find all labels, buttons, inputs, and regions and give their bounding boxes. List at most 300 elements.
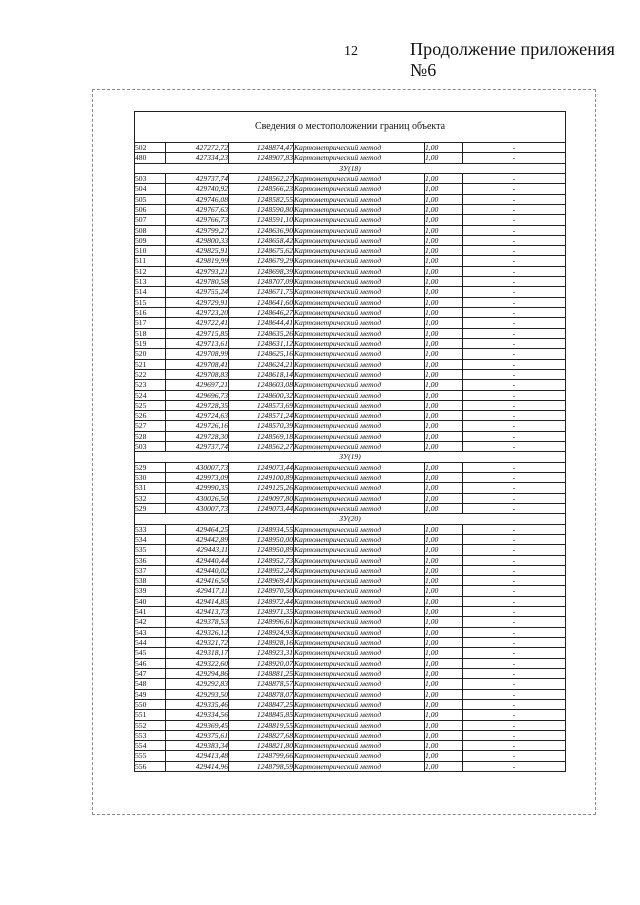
method-cell: Картометрический метод: [294, 308, 425, 318]
table-row: [135, 679, 566, 689]
method-cell: Картометрический метод: [294, 235, 425, 245]
accuracy-cell: 1,00: [425, 359, 463, 369]
y-coordinate-cell: 1248924,93: [229, 627, 294, 637]
note-cell: -: [463, 338, 566, 348]
accuracy-cell: 1,00: [425, 617, 463, 627]
point-number-cell: 536: [135, 555, 166, 565]
table-caption: Сведения о местоположении границ объекта: [135, 112, 566, 143]
method-cell: Картометрический метод: [294, 184, 425, 194]
coordinates-table: [134, 111, 566, 772]
method-cell: Картометрический метод: [294, 668, 425, 678]
accuracy-cell: 1,00: [425, 143, 463, 153]
table-row: [135, 246, 566, 256]
table-row: [135, 235, 566, 245]
note-cell: -: [463, 586, 566, 596]
x-coordinate-cell: 429819,99: [166, 256, 229, 266]
point-number-cell: 539: [135, 586, 166, 596]
y-coordinate-cell: 1248562,27: [229, 173, 294, 183]
point-number-cell: 523: [135, 380, 166, 390]
table-row: [135, 761, 566, 771]
accuracy-cell: 1,00: [425, 380, 463, 390]
accuracy-cell: 1,00: [425, 607, 463, 617]
point-number-cell: 540: [135, 596, 166, 606]
table-row: [135, 256, 566, 266]
point-number-cell: 511: [135, 256, 166, 266]
x-coordinate-cell: 429417,11: [166, 586, 229, 596]
table-row: [135, 225, 566, 235]
x-coordinate-cell: 429729,91: [166, 297, 229, 307]
note-cell: -: [463, 400, 566, 410]
point-number-cell: 503: [135, 173, 166, 183]
table-row: [135, 638, 566, 648]
x-coordinate-cell: 429326,12: [166, 627, 229, 637]
point-number-cell: 538: [135, 576, 166, 586]
x-coordinate-cell: 427272,72: [166, 143, 229, 153]
y-coordinate-cell: 1248952,73: [229, 555, 294, 565]
table-row: [135, 411, 566, 421]
note-cell: -: [463, 431, 566, 441]
x-coordinate-cell: 429780,58: [166, 277, 229, 287]
note-cell: -: [463, 730, 566, 740]
accuracy-cell: 1,00: [425, 462, 463, 472]
point-number-cell: 535: [135, 545, 166, 555]
x-coordinate-cell: 429294,86: [166, 668, 229, 678]
method-cell: Картометрический метод: [294, 617, 425, 627]
note-cell: -: [463, 349, 566, 359]
accuracy-cell: 1,00: [425, 411, 463, 421]
x-coordinate-cell: 429728,30: [166, 431, 229, 441]
point-number-cell: 521: [135, 359, 166, 369]
table-row: [135, 442, 566, 452]
accuracy-cell: 1,00: [425, 741, 463, 751]
point-number-cell: 556: [135, 761, 166, 771]
point-number-cell: 530: [135, 473, 166, 483]
method-cell: Картометрический метод: [294, 266, 425, 276]
note-cell: -: [463, 638, 566, 648]
y-coordinate-cell: 1248646,27: [229, 308, 294, 318]
y-coordinate-cell: 1248821,80: [229, 741, 294, 751]
y-coordinate-cell: 1248874,47: [229, 143, 294, 153]
point-number-cell: 555: [135, 751, 166, 761]
method-cell: Картометрический метод: [294, 338, 425, 348]
accuracy-cell: 1,00: [425, 349, 463, 359]
note-cell: -: [463, 720, 566, 730]
table-caption-row: [135, 112, 566, 143]
point-number-cell: 517: [135, 318, 166, 328]
table-row: [135, 720, 566, 730]
x-coordinate-cell: 429335,46: [166, 699, 229, 709]
note-cell: -: [463, 761, 566, 771]
x-coordinate-cell: 429413,48: [166, 751, 229, 761]
method-cell: Картометрический метод: [294, 349, 425, 359]
accuracy-cell: 1,00: [425, 534, 463, 544]
point-number-cell: 510: [135, 246, 166, 256]
accuracy-cell: 1,00: [425, 503, 463, 513]
y-coordinate-cell: 1248569,18: [229, 431, 294, 441]
x-coordinate-cell: 429740,92: [166, 184, 229, 194]
note-cell: -: [463, 308, 566, 318]
x-coordinate-cell: 429378,53: [166, 617, 229, 627]
note-cell: -: [463, 369, 566, 379]
y-coordinate-cell: 1248934,55: [229, 524, 294, 534]
method-cell: Картометрический метод: [294, 421, 425, 431]
table-body: [135, 143, 566, 772]
x-coordinate-cell: 427334,23: [166, 153, 229, 163]
note-cell: -: [463, 483, 566, 493]
x-coordinate-cell: 429318,17: [166, 648, 229, 658]
method-cell: Картометрический метод: [294, 699, 425, 709]
x-coordinate-cell: 429414,85: [166, 596, 229, 606]
section-label: ЗУ(19): [135, 452, 566, 462]
note-cell: -: [463, 627, 566, 637]
x-coordinate-cell: 429414,96: [166, 761, 229, 771]
y-coordinate-cell: 1248952,24: [229, 565, 294, 575]
note-cell: -: [463, 143, 566, 153]
accuracy-cell: 1,00: [425, 668, 463, 678]
x-coordinate-cell: 429293,50: [166, 689, 229, 699]
method-cell: Картометрический метод: [294, 246, 425, 256]
accuracy-cell: 1,00: [425, 369, 463, 379]
method-cell: Картометрический метод: [294, 720, 425, 730]
method-cell: Картометрический метод: [294, 679, 425, 689]
y-coordinate-cell: 1248590,80: [229, 204, 294, 214]
point-number-cell: 534: [135, 534, 166, 544]
note-cell: -: [463, 503, 566, 513]
table-row: [135, 338, 566, 348]
table-row: [135, 534, 566, 544]
accuracy-cell: 1,00: [425, 524, 463, 534]
table-row: [135, 287, 566, 297]
table-row: [135, 617, 566, 627]
x-coordinate-cell: 429375,61: [166, 730, 229, 740]
point-number-cell: 552: [135, 720, 166, 730]
method-cell: Картометрический метод: [294, 359, 425, 369]
accuracy-cell: 1,00: [425, 442, 463, 452]
y-coordinate-cell: 1248928,16: [229, 638, 294, 648]
coordinates-table-wrapper: [134, 111, 565, 772]
point-number-cell: 529: [135, 503, 166, 513]
accuracy-cell: 1,00: [425, 297, 463, 307]
y-coordinate-cell: 1248631,12: [229, 338, 294, 348]
accuracy-cell: 1,00: [425, 328, 463, 338]
method-cell: Картометрический метод: [294, 277, 425, 287]
note-cell: -: [463, 235, 566, 245]
x-coordinate-cell: 429292,83: [166, 679, 229, 689]
table-row: [135, 462, 566, 472]
table-row: [135, 483, 566, 493]
x-coordinate-cell: 429990,35: [166, 483, 229, 493]
table-row: [135, 297, 566, 307]
appendix-title: Продолжение приложения №6: [410, 39, 616, 80]
y-coordinate-cell: 1248641,60: [229, 297, 294, 307]
x-coordinate-cell: 429722,41: [166, 318, 229, 328]
point-number-cell: 533: [135, 524, 166, 534]
y-coordinate-cell: 1248591,10: [229, 215, 294, 225]
x-coordinate-cell: 429708,99: [166, 349, 229, 359]
point-number-cell: 531: [135, 483, 166, 493]
x-coordinate-cell: 429728,35: [166, 400, 229, 410]
x-coordinate-cell: 430007,73: [166, 462, 229, 472]
y-coordinate-cell: 1248827,68: [229, 730, 294, 740]
x-coordinate-cell: 429383,34: [166, 741, 229, 751]
method-cell: Картометрический метод: [294, 431, 425, 441]
note-cell: -: [463, 204, 566, 214]
y-coordinate-cell: 1248970,50: [229, 586, 294, 596]
note-cell: -: [463, 607, 566, 617]
x-coordinate-cell: 429464,25: [166, 524, 229, 534]
point-number-cell: 546: [135, 658, 166, 668]
table-row: [135, 173, 566, 183]
method-cell: Картометрический метод: [294, 524, 425, 534]
accuracy-cell: 1,00: [425, 596, 463, 606]
method-cell: Картометрический метод: [294, 462, 425, 472]
table-row: [135, 493, 566, 503]
x-coordinate-cell: 429416,50: [166, 576, 229, 586]
point-number-cell: 544: [135, 638, 166, 648]
point-number-cell: 506: [135, 204, 166, 214]
point-number-cell: 542: [135, 617, 166, 627]
y-coordinate-cell: 1249073,44: [229, 462, 294, 472]
table-row: [135, 153, 566, 163]
y-coordinate-cell: 1248996,61: [229, 617, 294, 627]
method-cell: Картометрический метод: [294, 390, 425, 400]
y-coordinate-cell: 1248920,07: [229, 658, 294, 668]
x-coordinate-cell: 429800,33: [166, 235, 229, 245]
table-row: [135, 473, 566, 483]
accuracy-cell: 1,00: [425, 431, 463, 441]
note-cell: -: [463, 658, 566, 668]
method-cell: Картометрический метод: [294, 215, 425, 225]
point-number-cell: 541: [135, 607, 166, 617]
point-number-cell: 528: [135, 431, 166, 441]
point-number-cell: 480: [135, 153, 166, 163]
note-cell: -: [463, 534, 566, 544]
accuracy-cell: 1,00: [425, 308, 463, 318]
y-coordinate-cell: 1249073,44: [229, 503, 294, 513]
x-coordinate-cell: 429696,73: [166, 390, 229, 400]
point-number-cell: 550: [135, 699, 166, 709]
method-cell: Картометрический метод: [294, 596, 425, 606]
y-coordinate-cell: 1248881,25: [229, 668, 294, 678]
point-number-cell: 537: [135, 565, 166, 575]
point-number-cell: 503: [135, 442, 166, 452]
y-coordinate-cell: 1249100,89: [229, 473, 294, 483]
y-coordinate-cell: 1248847,25: [229, 699, 294, 709]
method-cell: Картометрический метод: [294, 586, 425, 596]
note-cell: -: [463, 699, 566, 709]
accuracy-cell: 1,00: [425, 638, 463, 648]
accuracy-cell: 1,00: [425, 277, 463, 287]
table-row: [135, 586, 566, 596]
method-cell: Картометрический метод: [294, 730, 425, 740]
method-cell: Картометрический метод: [294, 483, 425, 493]
table-row: [135, 431, 566, 441]
point-number-cell: 514: [135, 287, 166, 297]
note-cell: -: [463, 555, 566, 565]
point-number-cell: 548: [135, 679, 166, 689]
table-row: [135, 266, 566, 276]
y-coordinate-cell: 1248562,27: [229, 442, 294, 452]
table-row: [135, 277, 566, 287]
method-cell: Картометрический метод: [294, 411, 425, 421]
note-cell: -: [463, 493, 566, 503]
accuracy-cell: 1,00: [425, 266, 463, 276]
accuracy-cell: 1,00: [425, 318, 463, 328]
accuracy-cell: 1,00: [425, 586, 463, 596]
note-cell: -: [463, 617, 566, 627]
point-number-cell: 543: [135, 627, 166, 637]
y-coordinate-cell: 1248878,57: [229, 679, 294, 689]
accuracy-cell: 1,00: [425, 565, 463, 575]
point-number-cell: 509: [135, 235, 166, 245]
y-coordinate-cell: 1248624,21: [229, 359, 294, 369]
section-label: ЗУ(18): [135, 163, 566, 173]
method-cell: Картометрический метод: [294, 173, 425, 183]
point-number-cell: 524: [135, 390, 166, 400]
note-cell: -: [463, 668, 566, 678]
accuracy-cell: 1,00: [425, 730, 463, 740]
accuracy-cell: 1,00: [425, 173, 463, 183]
note-cell: -: [463, 390, 566, 400]
method-cell: Картометрический метод: [294, 741, 425, 751]
table-row: [135, 369, 566, 379]
point-number-cell: 553: [135, 730, 166, 740]
table-row: [135, 318, 566, 328]
point-number-cell: 526: [135, 411, 166, 421]
note-cell: -: [463, 297, 566, 307]
point-number-cell: 519: [135, 338, 166, 348]
point-number-cell: 525: [135, 400, 166, 410]
table-row: [135, 689, 566, 699]
note-cell: -: [463, 462, 566, 472]
point-number-cell: 505: [135, 194, 166, 204]
accuracy-cell: 1,00: [425, 225, 463, 235]
point-number-cell: 513: [135, 277, 166, 287]
table-row: [135, 400, 566, 410]
x-coordinate-cell: 429413,73: [166, 607, 229, 617]
point-number-cell: 518: [135, 328, 166, 338]
y-coordinate-cell: 1248625,16: [229, 349, 294, 359]
point-number-cell: 551: [135, 710, 166, 720]
table-row: [135, 627, 566, 637]
accuracy-cell: 1,00: [425, 648, 463, 658]
y-coordinate-cell: 1248571,24: [229, 411, 294, 421]
y-coordinate-cell: 1248570,39: [229, 421, 294, 431]
y-coordinate-cell: 1248658,42: [229, 235, 294, 245]
y-coordinate-cell: 1248972,44: [229, 596, 294, 606]
method-cell: Картометрический метод: [294, 751, 425, 761]
accuracy-cell: 1,00: [425, 689, 463, 699]
x-coordinate-cell: 429799,27: [166, 225, 229, 235]
y-coordinate-cell: 1248603,08: [229, 380, 294, 390]
y-coordinate-cell: 1248675,62: [229, 246, 294, 256]
y-coordinate-cell: 1248878,07: [229, 689, 294, 699]
y-coordinate-cell: 1248798,59: [229, 761, 294, 771]
y-coordinate-cell: 1248635,26: [229, 328, 294, 338]
table-row: [135, 741, 566, 751]
y-coordinate-cell: 1248644,41: [229, 318, 294, 328]
x-coordinate-cell: 429973,09: [166, 473, 229, 483]
table-row: [135, 143, 566, 153]
note-cell: -: [463, 277, 566, 287]
accuracy-cell: 1,00: [425, 287, 463, 297]
y-coordinate-cell: 1248819,55: [229, 720, 294, 730]
table-row: [135, 565, 566, 575]
table-row: [135, 576, 566, 586]
point-number-cell: 532: [135, 493, 166, 503]
method-cell: Картометрический метод: [294, 638, 425, 648]
note-cell: -: [463, 287, 566, 297]
table-row: [135, 359, 566, 369]
note-cell: -: [463, 246, 566, 256]
method-cell: Картометрический метод: [294, 627, 425, 637]
table-row: [135, 648, 566, 658]
x-coordinate-cell: 429442,89: [166, 534, 229, 544]
accuracy-cell: 1,00: [425, 545, 463, 555]
method-cell: Картометрический метод: [294, 287, 425, 297]
x-coordinate-cell: 429713,61: [166, 338, 229, 348]
accuracy-cell: 1,00: [425, 720, 463, 730]
table-row: [135, 596, 566, 606]
note-cell: -: [463, 545, 566, 555]
x-coordinate-cell: 429440,02: [166, 565, 229, 575]
accuracy-cell: 1,00: [425, 473, 463, 483]
accuracy-cell: 1,00: [425, 153, 463, 163]
note-cell: -: [463, 689, 566, 699]
method-cell: Картометрический метод: [294, 400, 425, 410]
accuracy-cell: 1,00: [425, 555, 463, 565]
method-cell: Картометрический метод: [294, 648, 425, 658]
method-cell: Картометрический метод: [294, 369, 425, 379]
x-coordinate-cell: 429726,16: [166, 421, 229, 431]
x-coordinate-cell: 429708,83: [166, 369, 229, 379]
accuracy-cell: 1,00: [425, 338, 463, 348]
x-coordinate-cell: 429755,24: [166, 287, 229, 297]
table-row: [135, 710, 566, 720]
y-coordinate-cell: 1248671,75: [229, 287, 294, 297]
method-cell: Картометрический метод: [294, 761, 425, 771]
note-cell: -: [463, 411, 566, 421]
note-cell: -: [463, 524, 566, 534]
accuracy-cell: 1,00: [425, 194, 463, 204]
x-coordinate-cell: 429825,91: [166, 246, 229, 256]
x-coordinate-cell: 429443,11: [166, 545, 229, 555]
note-cell: -: [463, 710, 566, 720]
accuracy-cell: 1,00: [425, 710, 463, 720]
table-row: [135, 524, 566, 534]
y-coordinate-cell: 1248950,89: [229, 545, 294, 555]
section-header-row: [135, 163, 566, 173]
accuracy-cell: 1,00: [425, 246, 463, 256]
table-row: [135, 607, 566, 617]
note-cell: -: [463, 318, 566, 328]
x-coordinate-cell: 429767,63: [166, 204, 229, 214]
note-cell: -: [463, 256, 566, 266]
method-cell: Картометрический метод: [294, 555, 425, 565]
point-number-cell: 529: [135, 462, 166, 472]
x-coordinate-cell: 429746,08: [166, 194, 229, 204]
x-coordinate-cell: 429708,41: [166, 359, 229, 369]
method-cell: Картометрический метод: [294, 194, 425, 204]
note-cell: -: [463, 359, 566, 369]
x-coordinate-cell: 429369,45: [166, 720, 229, 730]
y-coordinate-cell: 1249097,80: [229, 493, 294, 503]
y-coordinate-cell: 1248636,90: [229, 225, 294, 235]
method-cell: Картометрический метод: [294, 153, 425, 163]
point-number-cell: 527: [135, 421, 166, 431]
x-coordinate-cell: 429697,21: [166, 380, 229, 390]
note-cell: -: [463, 328, 566, 338]
